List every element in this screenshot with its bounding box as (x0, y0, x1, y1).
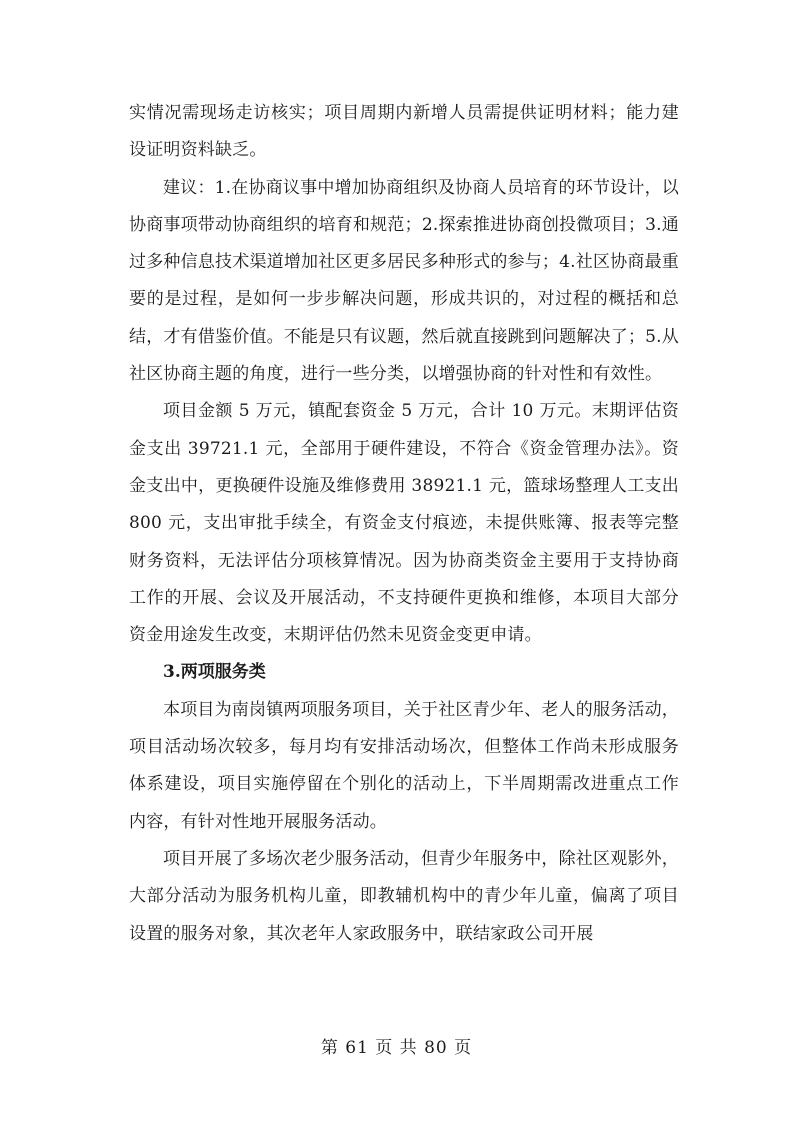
paragraph-continued: 实情况需现场走访核实；项目周期内新增人员需提供证明材料；能力建设证明资料缺乏。 (129, 103, 679, 161)
paragraph-activities: 项目开展了多场次老少服务活动，但青少年服务中，除社区观影外，大部分活动为服务机构儿童，即教辅机构中的青少年儿童，偏离了项目设置的服务对象，其次老年人家政服务中，联结家政公司开展 (129, 848, 679, 944)
body-text (129, 95, 679, 953)
section-heading: 3.两项服务类 (163, 662, 266, 683)
paragraph-funding: 项目金额 5 万元，镇配套资金 5 万元，合计 10 万元。末期评估资金支出 39721.1 元，全部用于硬件建设，不符合《资金管理办法》。资金支出中，更换硬件设施及维修费用 38921.1 元，篮球场整理人工支出 800 元，支出审批手续全，有资金支付痕迹，未提供账簿、报表等完整财务资料，无法评估分项核算情况。因为协商类资金主要用于支持协商工作的开展、会议及开展活动，不支持硬件更换和维修，本项目大部分资金用途发生改变，末期评估仍然未见资金变更申请。 (129, 401, 679, 646)
paragraph-suggestions: 建议：1.在协商议事中增加协商组织及协商人员培育的环节设计，以协商事项带动协商组织的培育和规范；2.探索推进协商创投微项目；3.通过多种信息技术渠道增加社区更多居民多种形式的参与；4.社区协商最重要的是过程，是如何一步步解决问题，形成共识的，对过程的概括和总结，才有借鉴价值。不能是只有议题，然后就直接跳到问题解决了；5.从社区协商主题的角度，进行一些分类，以增强协商的针对性和有效性。 (129, 177, 679, 385)
page-number-footer: 第 61 页 共 80 页 (320, 1038, 473, 1058)
paragraph-project-overview: 本项目为南岗镇两项服务项目，关于社区青少年、老人的服务活动，项目活动场次较多，每月均有安排活动场次，但整体工作尚未形成服务体系建设，项目实施停留在个别化的活动上，下半周期需改进重点工作内容，有针对性地开展服务活动。 (129, 699, 679, 832)
